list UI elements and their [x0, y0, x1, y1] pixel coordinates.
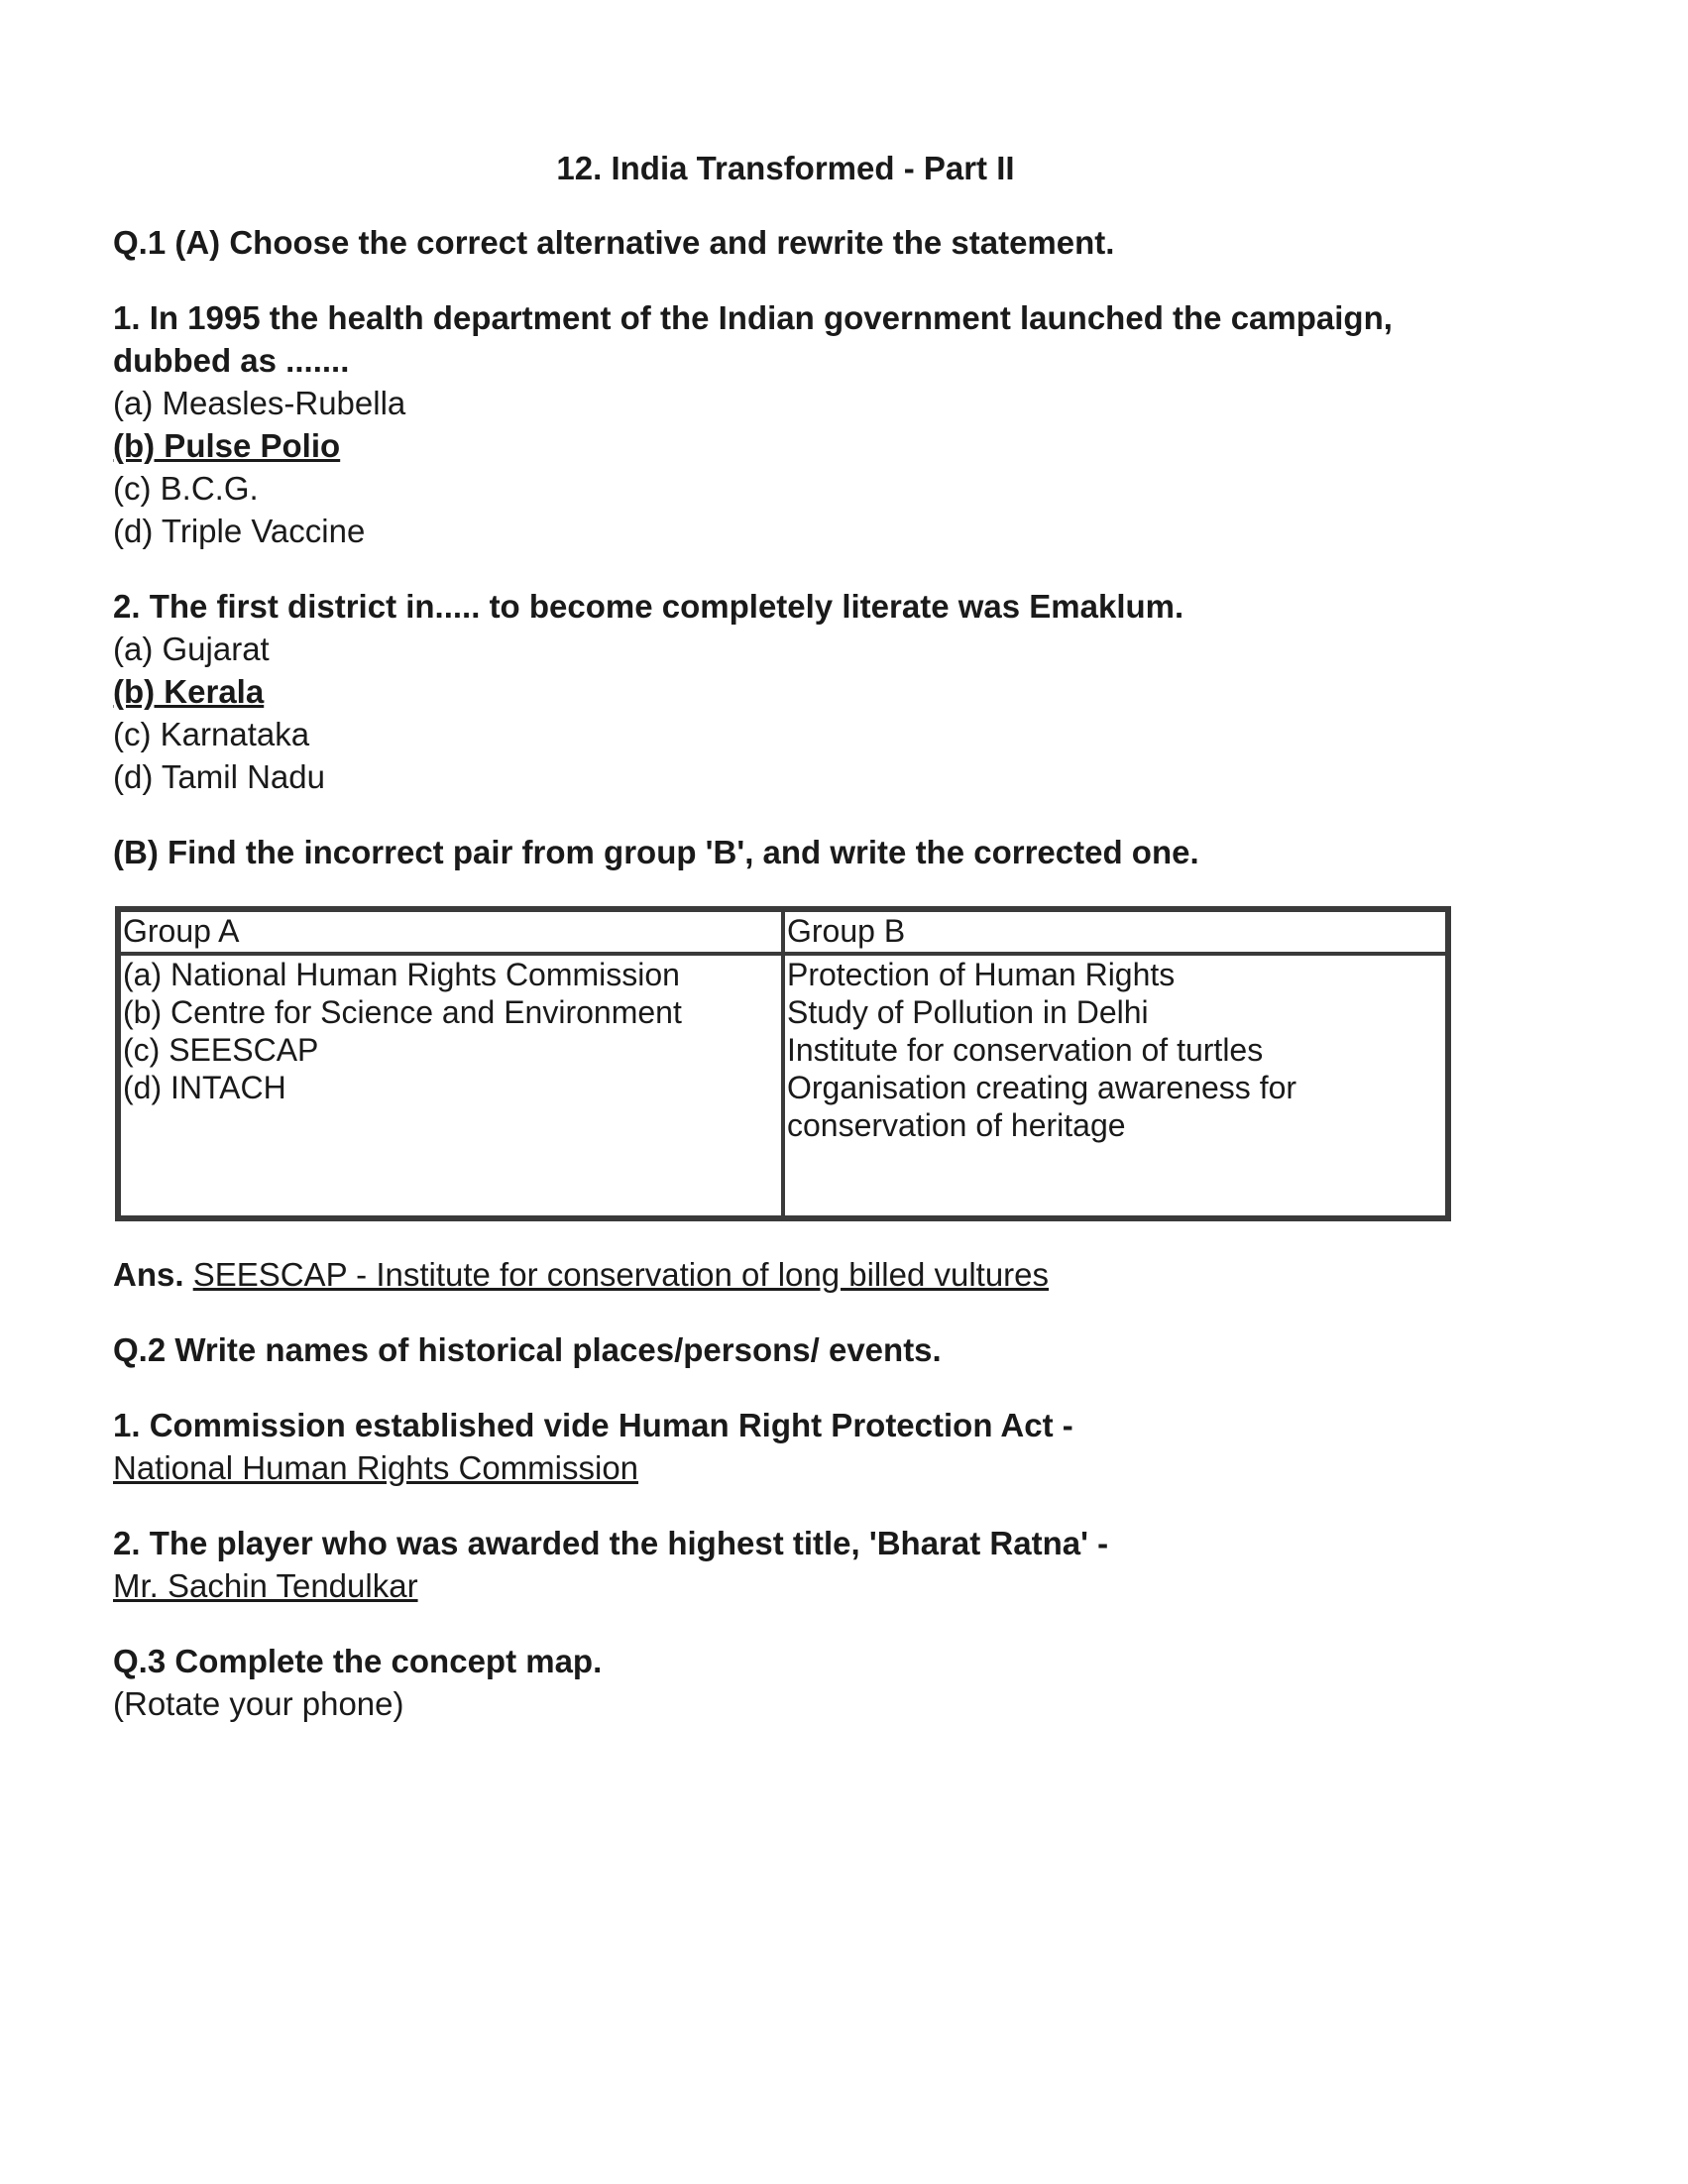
question-1-option-b-correct: (b) Pulse Polio [113, 427, 341, 464]
group-a-item: (b) Centre for Science and Environment [123, 994, 682, 1030]
question-2-option-b-correct: (b) Kerala [113, 673, 265, 710]
q2-item-1-answer: National Human Rights Commission [113, 1449, 639, 1486]
group-a-item: (a) National Human Rights Commission [123, 957, 680, 992]
q1a-heading: Q.1 (A) Choose the correct alternative and rewrite the statement. [113, 224, 1115, 261]
q2-item-2-answer: Mr. Sachin Tendulkar [113, 1567, 418, 1604]
pairs-table-body-row [119, 954, 1447, 1217]
q3-heading: Q.3 Complete the concept map. [113, 1643, 603, 1679]
q2-heading: Q.2 Write names of historical places/persons/ events. [113, 1331, 942, 1368]
page-title: 12. India Transformed - Part II [556, 150, 1015, 186]
question-2-option-c: (c) Karnataka [113, 716, 310, 752]
group-b-item: conservation of heritage [786, 1107, 1126, 1143]
question-2-option-d: (d) Tamil Nadu [113, 758, 325, 795]
q3 [113, 1640, 1501, 1725]
q2-item-1-question: 1. Commission established vide Human Right Protection Act - [113, 1407, 1073, 1443]
q1b-heading: (B) Find the incorrect pair from group 'B', and write the corrected one. [113, 834, 1199, 870]
pairs-table-header-row [119, 910, 1447, 954]
q2-item-1 [113, 1404, 1501, 1489]
question-1-option-a: (a) Measles-Rubella [113, 385, 406, 421]
pairs-table [115, 906, 1451, 1221]
question-1-text: 1. In 1995 the health department of the Indian government launched the campaign, dubbed as ....... [113, 299, 1393, 379]
group-a-header: Group A [119, 910, 783, 954]
question-1 [113, 296, 1501, 552]
group-b-header: Group B [783, 910, 1447, 954]
document-page [113, 147, 1501, 1758]
question-2-text: 2. The first district in..... to become completely literate was Emaklum. [113, 588, 1184, 625]
group-a-item: (c) SEESCAP [123, 1032, 319, 1068]
group-b-item: Study of Pollution in Delhi [786, 994, 1149, 1030]
answer-label: Ans. [113, 1256, 184, 1293]
group-b-item: Protection of Human Rights [786, 957, 1176, 992]
question-2 [113, 585, 1501, 798]
group-a-cell [119, 954, 783, 1217]
q2-item-2-question: 2. The player who was awarded the highest title, 'Bharat Ratna' - [113, 1525, 1109, 1561]
group-b-item: Organisation creating awareness for [786, 1070, 1297, 1105]
question-1-option-c: (c) B.C.G. [113, 470, 259, 507]
question-2-option-a: (a) Gujarat [113, 631, 270, 667]
q3-note: (Rotate your phone) [113, 1685, 404, 1722]
answer-text: SEESCAP - Institute for conservation of long billed vultures [192, 1256, 1050, 1293]
group-a-item: (d) INTACH [123, 1070, 286, 1105]
q2-item-2 [113, 1522, 1501, 1607]
group-b-item: Institute for conservation of turtles [786, 1032, 1264, 1068]
group-b-cell [783, 954, 1447, 1217]
question-1-option-d: (d) Triple Vaccine [113, 513, 366, 549]
q1b-answer [113, 1253, 1501, 1296]
